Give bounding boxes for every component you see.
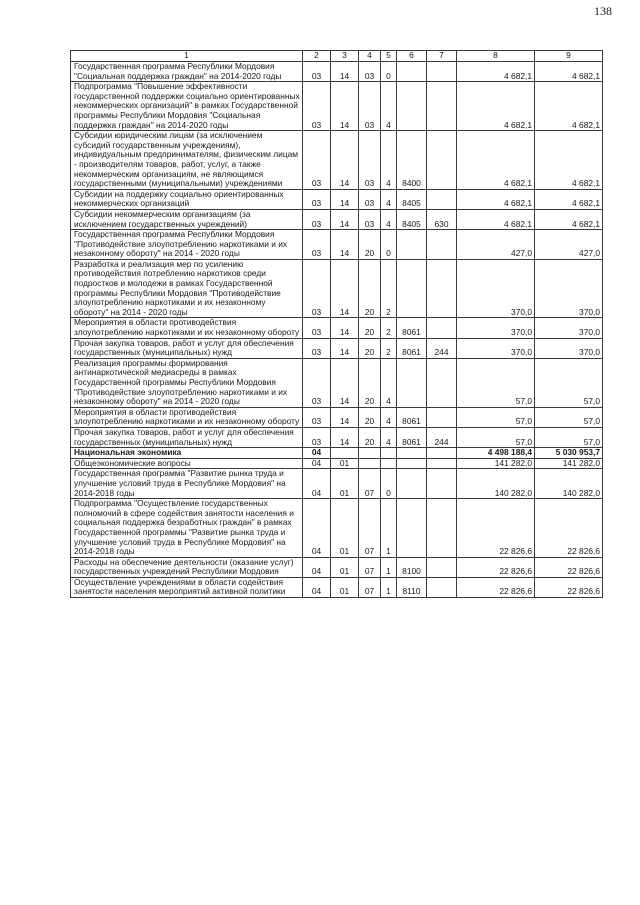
amount-2015: 4 682,1	[457, 82, 535, 131]
subsection-code: 14	[331, 407, 359, 427]
section-code: 04	[303, 458, 331, 469]
program-code: 03	[359, 62, 381, 82]
amount-2016: 427,0	[535, 230, 603, 260]
amount-2016: 140 282,0	[535, 469, 603, 499]
budget-table	[70, 50, 603, 598]
expense-type-code	[427, 557, 457, 577]
article-code: 8061	[397, 338, 427, 358]
amount-2015: 4 498 188,4	[457, 448, 535, 459]
section-code: 03	[303, 358, 331, 407]
subprogram-code: 2	[381, 259, 397, 318]
section-code: 04	[303, 557, 331, 577]
column-header: 4	[359, 51, 381, 62]
amount-2015: 57,0	[457, 407, 535, 427]
article-code	[397, 499, 427, 558]
program-code: 03	[359, 209, 381, 229]
row-name: Подпрограмма "Повышение эффективности государственной поддержки социально ориентированных некоммерческих организаций" в рамках Государственной программы Республики Мордовия "Социальная поддержка граждан" на 2014-2020 годы	[71, 82, 303, 131]
subsection-code: 01	[331, 469, 359, 499]
row-name: Прочая закупка товаров, работ и услуг для обеспечения государственных (муниципальных) нужд	[71, 338, 303, 358]
subsection-code: 14	[331, 131, 359, 190]
article-code: 8100	[397, 557, 427, 577]
subprogram-code	[381, 448, 397, 459]
section-code: 03	[303, 318, 331, 338]
expense-type-code	[427, 62, 457, 82]
section-code: 03	[303, 338, 331, 358]
column-header: 9	[535, 51, 603, 62]
subsection-code: 14	[331, 189, 359, 209]
row-name: Субсидии на поддержку социально ориентированных некоммерческих организаций	[71, 189, 303, 209]
amount-2015: 427,0	[457, 230, 535, 260]
subsection-code: 14	[331, 427, 359, 447]
subprogram-code: 4	[381, 427, 397, 447]
expense-type-code	[427, 499, 457, 558]
section-code: 04	[303, 577, 331, 597]
subprogram-code: 1	[381, 557, 397, 577]
row-name: Общеэкономические вопросы	[71, 458, 303, 469]
amount-2015: 4 682,1	[457, 131, 535, 190]
subprogram-code: 4	[381, 82, 397, 131]
section-code: 04	[303, 469, 331, 499]
row-name: Государственная программа "Развитие рынка труда и улучшение условий труда в Республике Мордовия" на 2014-2018 годы	[71, 469, 303, 499]
subprogram-code: 0	[381, 469, 397, 499]
table-row	[71, 458, 603, 469]
section-code: 03	[303, 259, 331, 318]
subsection-code: 01	[331, 577, 359, 597]
program-code: 03	[359, 82, 381, 131]
expense-type-code	[427, 318, 457, 338]
subprogram-code: 4	[381, 407, 397, 427]
amount-2016: 57,0	[535, 358, 603, 407]
article-code: 8405	[397, 189, 427, 209]
table-row	[71, 209, 603, 229]
expense-type-code	[427, 189, 457, 209]
article-code	[397, 62, 427, 82]
expense-type-code: 630	[427, 209, 457, 229]
expense-type-code	[427, 259, 457, 318]
amount-2016: 4 682,1	[535, 209, 603, 229]
article-code	[397, 469, 427, 499]
expense-type-code	[427, 82, 457, 131]
article-code	[397, 458, 427, 469]
subprogram-code: 4	[381, 131, 397, 190]
expense-type-code	[427, 469, 457, 499]
amount-2016: 22 826,6	[535, 577, 603, 597]
row-name: Осуществление учреждениями в области содействия занятости населения мероприятий активной политики	[71, 577, 303, 597]
subprogram-code: 4	[381, 189, 397, 209]
amount-2015: 4 682,1	[457, 62, 535, 82]
expense-type-code	[427, 131, 457, 190]
amount-2016: 370,0	[535, 338, 603, 358]
program-code: 07	[359, 557, 381, 577]
section-code: 03	[303, 407, 331, 427]
amount-2016: 5 030 953,7	[535, 448, 603, 459]
row-name: Государственная программа Республики Мордовия "Социальная поддержка граждан" на 2014-2020 годы	[71, 62, 303, 82]
amount-2015: 370,0	[457, 318, 535, 338]
article-code	[397, 448, 427, 459]
table-row	[71, 469, 603, 499]
subsection-code: 14	[331, 338, 359, 358]
amount-2016: 4 682,1	[535, 131, 603, 190]
subprogram-code: 0	[381, 62, 397, 82]
table-row	[71, 358, 603, 407]
subsection-code: 14	[331, 209, 359, 229]
subsection-code: 14	[331, 62, 359, 82]
amount-2016: 57,0	[535, 427, 603, 447]
amount-2015: 57,0	[457, 427, 535, 447]
row-name: Прочая закупка товаров, работ и услуг для обеспечения государственных (муниципальных) нужд	[71, 427, 303, 447]
subsection-code: 01	[331, 557, 359, 577]
column-header: 2	[303, 51, 331, 62]
article-code	[397, 230, 427, 260]
expense-type-code	[427, 358, 457, 407]
amount-2016: 4 682,1	[535, 189, 603, 209]
column-header: 8	[457, 51, 535, 62]
program-code: 20	[359, 338, 381, 358]
subprogram-code: 0	[381, 230, 397, 260]
subsection-code: 14	[331, 230, 359, 260]
amount-2016: 57,0	[535, 407, 603, 427]
program-code: 20	[359, 407, 381, 427]
article-code	[397, 259, 427, 318]
expense-type-code	[427, 458, 457, 469]
program-code: 20	[359, 259, 381, 318]
table-row	[71, 338, 603, 358]
table-row	[71, 448, 603, 459]
section-code: 04	[303, 499, 331, 558]
section-code: 03	[303, 189, 331, 209]
amount-2015: 22 826,6	[457, 557, 535, 577]
subprogram-code: 4	[381, 358, 397, 407]
section-code: 03	[303, 62, 331, 82]
table-row	[71, 259, 603, 318]
section-code: 03	[303, 209, 331, 229]
table-row	[71, 189, 603, 209]
row-name: Разработка и реализация мер по усилению противодействия потреблению наркотиков среди подростков и молодежи в рамках Государственной программы Республики Мордовия "Противодействие злоупотреблению наркотиками и их незаконному обороту" на 2014 - 2020 годы	[71, 259, 303, 318]
subprogram-code: 2	[381, 338, 397, 358]
row-name: Мероприятия в области противодействия злоупотреблению наркотиками и их незаконному обороту	[71, 318, 303, 338]
row-name: Национальная экономика	[71, 448, 303, 459]
amount-2015: 140 282,0	[457, 469, 535, 499]
amount-2015: 370,0	[457, 338, 535, 358]
program-code	[359, 448, 381, 459]
amount-2015: 141 282,0	[457, 458, 535, 469]
column-header: 7	[427, 51, 457, 62]
subprogram-code: 4	[381, 209, 397, 229]
row-name: Реализация программы формирования антинаркотической медиасреды в рамках Государственной программы Республики Мордовия "Противодействие злоупотреблению наркотиками и их незаконному обороту" на 2014 - 2020 годы	[71, 358, 303, 407]
amount-2016: 141 282,0	[535, 458, 603, 469]
column-header: 5	[381, 51, 397, 62]
article-code: 8061	[397, 427, 427, 447]
table-row	[71, 318, 603, 338]
section-code: 03	[303, 82, 331, 131]
row-name: Субсидии некоммерческим организациям (за исключением государственных учреждений)	[71, 209, 303, 229]
expense-type-code	[427, 448, 457, 459]
expense-type-code	[427, 407, 457, 427]
program-code: 20	[359, 427, 381, 447]
page-number: 138	[594, 4, 612, 18]
amount-2015: 370,0	[457, 259, 535, 318]
expense-type-code: 244	[427, 427, 457, 447]
subsection-code: 01	[331, 499, 359, 558]
article-code: 8400	[397, 131, 427, 190]
amount-2016: 22 826,6	[535, 499, 603, 558]
column-header: 3	[331, 51, 359, 62]
program-code: 20	[359, 230, 381, 260]
row-name: Расходы на обеспечение деятельности (оказание услуг) государственных учреждений Республики Мордовия	[71, 557, 303, 577]
table-row	[71, 82, 603, 131]
program-code: 07	[359, 577, 381, 597]
amount-2015: 57,0	[457, 358, 535, 407]
program-code: 07	[359, 469, 381, 499]
table-header-row	[71, 51, 603, 62]
article-code: 8061	[397, 407, 427, 427]
amount-2015: 22 826,6	[457, 499, 535, 558]
article-code	[397, 82, 427, 131]
table-row	[71, 427, 603, 447]
subsection-code: 14	[331, 358, 359, 407]
subprogram-code: 1	[381, 499, 397, 558]
amount-2016: 4 682,1	[535, 82, 603, 131]
table-row	[71, 230, 603, 260]
article-code	[397, 358, 427, 407]
section-code: 03	[303, 131, 331, 190]
section-code: 03	[303, 230, 331, 260]
column-header: 6	[397, 51, 427, 62]
table-row	[71, 131, 603, 190]
table-row	[71, 407, 603, 427]
table-row	[71, 557, 603, 577]
section-code: 03	[303, 427, 331, 447]
row-name: Субсидии юридическим лицам (за исключением субсидий государственным учреждениям), индивидуальным предпринимателям, физическим лицам - производителям товаров, работ, услуг, а также некоммерческим организациям, не являющимся государственными (муниципальными) учреждениями	[71, 131, 303, 190]
subsection-code: 14	[331, 259, 359, 318]
amount-2016: 370,0	[535, 259, 603, 318]
section-code: 04	[303, 448, 331, 459]
program-code: 20	[359, 358, 381, 407]
row-name: Подпрограмма "Осуществление государственных полномочий в сфере содействия занятости населения и социальная поддержка безработных граждан" в рамках Государственной программы "Развитие рынка труда и улучшение условий труда в Республике Мордовия" на 2014-2018 годы	[71, 499, 303, 558]
subprogram-code	[381, 458, 397, 469]
expense-type-code	[427, 577, 457, 597]
subsection-code	[331, 448, 359, 459]
amount-2016: 4 682,1	[535, 62, 603, 82]
article-code: 8110	[397, 577, 427, 597]
expense-type-code: 244	[427, 338, 457, 358]
expense-type-code	[427, 230, 457, 260]
amount-2015: 4 682,1	[457, 209, 535, 229]
row-name: Мероприятия в области противодействия злоупотреблению наркотиками и их незаконному обороту	[71, 407, 303, 427]
table-row	[71, 499, 603, 558]
row-name: Государственная программа Республики Мордовия "Противодействие злоупотреблению наркотиками и их незаконному обороту" на 2014 - 2020 годы	[71, 230, 303, 260]
table-row	[71, 577, 603, 597]
column-header: 1	[71, 51, 303, 62]
article-code: 8061	[397, 318, 427, 338]
amount-2015: 4 682,1	[457, 189, 535, 209]
table-row	[71, 62, 603, 82]
article-code: 8405	[397, 209, 427, 229]
program-code: 07	[359, 499, 381, 558]
subsection-code: 01	[331, 458, 359, 469]
program-code: 20	[359, 318, 381, 338]
amount-2015: 22 826,6	[457, 577, 535, 597]
subsection-code: 14	[331, 318, 359, 338]
subprogram-code: 1	[381, 577, 397, 597]
program-code: 03	[359, 189, 381, 209]
subsection-code: 14	[331, 82, 359, 131]
amount-2016: 22 826,6	[535, 557, 603, 577]
subprogram-code: 2	[381, 318, 397, 338]
amount-2016: 370,0	[535, 318, 603, 338]
program-code	[359, 458, 381, 469]
program-code: 03	[359, 131, 381, 190]
